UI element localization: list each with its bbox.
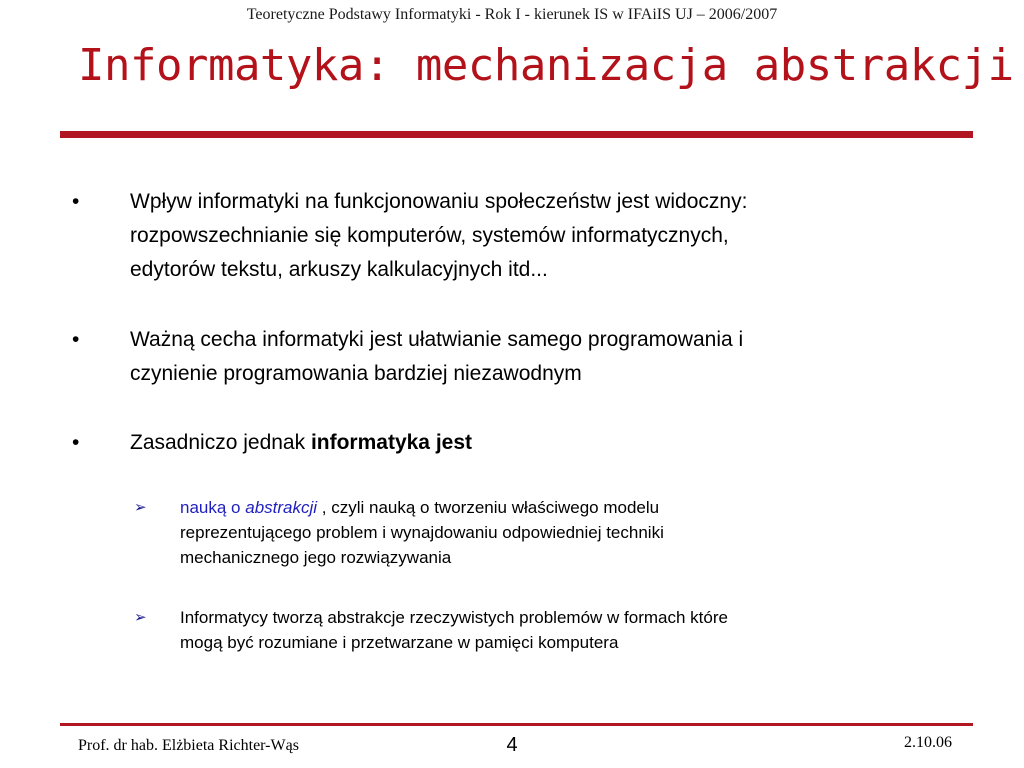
bullet-text-2 bbox=[130, 323, 990, 391]
page-number: 4 bbox=[506, 734, 518, 756]
arrow-bullet-icon: ➢ bbox=[134, 499, 147, 516]
bullet-3-prefix: Zasadniczo jednak bbox=[130, 431, 311, 454]
bullet-1-line-1: Wpływ informatyki na funkcjonowaniu społeczeństw jest widoczny: bbox=[130, 190, 748, 213]
bullet-dot-icon: • bbox=[72, 190, 80, 213]
footer-divider bbox=[60, 723, 973, 726]
sub-bullet-1-lead: nauką o bbox=[180, 498, 246, 517]
course-header: Teoretyczne Podstawy Informatyki - Rok I - kierunek IS w IFAiIS UJ – 2006/2007 bbox=[246, 6, 778, 23]
sub-bullet-1-line-2: reprezentującego problem i wynajdowaniu odpowiedniej techniki bbox=[180, 523, 664, 542]
sub-bullet-2-line-2: mogą być rozumiane i przetwarzane w pamięci komputera bbox=[180, 633, 619, 652]
bullet-1-line-2: rozpowszechnianie się komputerów, systemów informatycznych, bbox=[130, 224, 729, 247]
bullet-1-line-3: edytorów tekstu, arkuszy kalkulacyjnych itd... bbox=[130, 258, 548, 281]
sub-bullet-1-rest: , czyli nauką o tworzeniu właściwego modelu bbox=[317, 498, 660, 517]
footer-date: 2.10.06 bbox=[904, 734, 952, 751]
sub-bullet-text-2 bbox=[180, 605, 960, 655]
bullet-dot-icon: • bbox=[72, 328, 80, 351]
sub-bullet-2-line-1: Informatycy tworzą abstrakcje rzeczywistych problemów w formach które bbox=[180, 608, 728, 627]
title-divider bbox=[60, 131, 973, 138]
bullet-dot-icon: • bbox=[72, 431, 80, 454]
sub-bullet-1-line-3: mechanicznego jego rozwiązywania bbox=[180, 548, 452, 567]
bullet-2-line-2: czynienie programowania bardziej niezawodnym bbox=[130, 362, 582, 385]
slide-title: Informatyka: mechanizacja abstrakcji bbox=[78, 40, 1014, 91]
bullet-text-1 bbox=[130, 185, 990, 287]
arrow-bullet-icon: ➢ bbox=[134, 609, 147, 626]
footer-author: Prof. dr hab. Elżbieta Richter-Wąs bbox=[78, 737, 299, 754]
bullet-3-emphasis: informatyka jest bbox=[310, 431, 473, 454]
sub-bullet-1-keyword: abstrakcji bbox=[245, 498, 318, 517]
bullet-2-line-1: Ważną cecha informatyki jest ułatwianie samego programowania i bbox=[130, 328, 744, 351]
sub-bullet-text-1 bbox=[180, 495, 960, 570]
bullet-text-3 bbox=[130, 426, 990, 460]
